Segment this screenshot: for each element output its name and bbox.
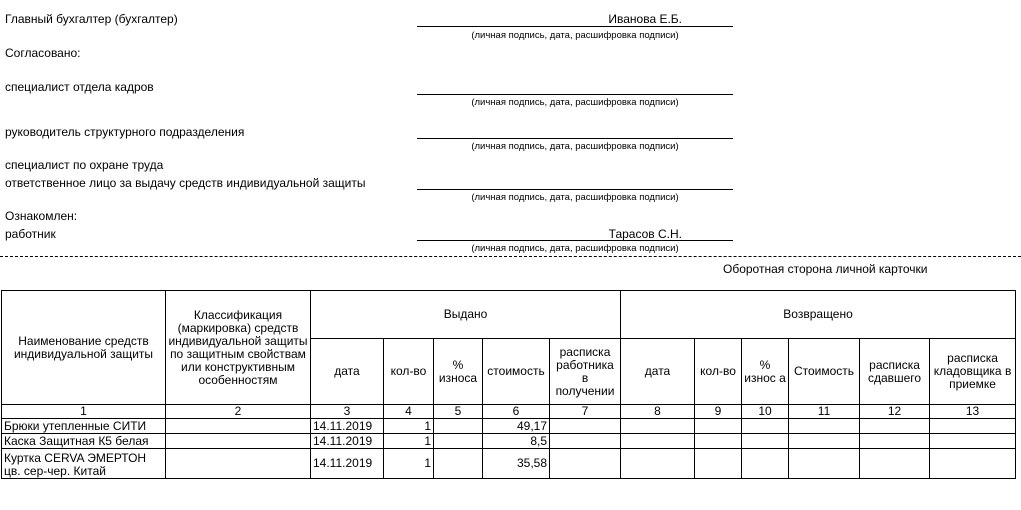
item-name: Брюки утепленные СИТИ xyxy=(2,419,166,434)
column-number: 3 xyxy=(311,405,384,419)
ppe-responsible-label: ответственное лицо за выдачу средств индивидуальной защиты xyxy=(5,176,366,190)
worker-label: работник xyxy=(5,227,56,241)
issue-qty: 1 xyxy=(384,419,434,434)
header-classification: Классификация (маркировка) средств индивидуальной защиты по защитным свойствам или конструктивным особенностям xyxy=(166,291,311,405)
issue-date: 14.11.2019 xyxy=(311,419,384,434)
column-number: 7 xyxy=(550,405,621,419)
header-issued-qty: кол-во xyxy=(384,339,434,405)
header-issued-cost: стоимость xyxy=(483,339,550,405)
column-number: 1 xyxy=(2,405,166,419)
column-number: 9 xyxy=(695,405,742,419)
cut-line xyxy=(0,256,1021,257)
column-number: 13 xyxy=(930,405,1016,419)
worker-name: Тарасов С.Н. xyxy=(608,227,682,241)
header-issued-receipt: расписка работника в получении xyxy=(550,339,621,405)
signature-line xyxy=(417,189,733,190)
header-returned-giver: расписка сдавшего xyxy=(860,339,930,405)
signature-hint: (личная подпись, дата, расшифровка подписи) xyxy=(471,243,679,254)
signature-hint: (личная подпись, дата, расшифровка подписи) xyxy=(471,97,679,108)
reverse-side-label: Оборотная сторона личной карточки xyxy=(723,262,928,276)
header-returned-cost: Стоимость xyxy=(789,339,860,405)
header-ppe-name: Наименование средств индивидуальной защиты xyxy=(2,291,166,405)
header-issued-date: дата xyxy=(311,339,384,405)
header-issued-wear: % износа xyxy=(434,339,483,405)
header-issued: Выдано xyxy=(311,291,621,339)
column-number: 6 xyxy=(483,405,550,419)
ppe-table xyxy=(1,290,1016,479)
signature-line xyxy=(417,94,733,95)
header-returned-date: дата xyxy=(621,339,695,405)
hr-specialist-label: специалист отдела кадров xyxy=(5,80,154,94)
table-row xyxy=(2,449,1016,479)
signature-hint: (личная подпись, дата, расшифровка подписи) xyxy=(471,192,679,203)
column-number: 4 xyxy=(384,405,434,419)
column-number: 2 xyxy=(166,405,311,419)
column-number: 5 xyxy=(434,405,483,419)
signature-line xyxy=(417,240,733,241)
table-row xyxy=(2,419,1016,434)
safety-specialist-label: специалист по охране труда xyxy=(5,158,164,172)
signature-line xyxy=(417,138,733,139)
signature-line xyxy=(417,26,733,27)
acquainted-label: Ознакомлен: xyxy=(5,209,78,223)
column-number: 12 xyxy=(860,405,930,419)
issue-qty: 1 xyxy=(384,434,434,449)
issue-qty: 1 xyxy=(384,449,434,479)
agreed-label: Согласовано: xyxy=(5,46,81,60)
header-returned-wear: % износ а xyxy=(742,339,789,405)
issue-cost: 35,58 xyxy=(483,449,550,479)
issue-date: 14.11.2019 xyxy=(311,434,384,449)
header-returned-keeper: расписка кладовщика в приемке xyxy=(930,339,1016,405)
column-number: 11 xyxy=(789,405,860,419)
chief-accountant-label: Главный бухгалтер (бухгалтер) xyxy=(5,12,178,26)
issue-date: 14.11.2019 xyxy=(311,449,384,479)
column-number: 8 xyxy=(621,405,695,419)
chief-accountant-name: Иванова Е.Б. xyxy=(608,12,682,26)
header-returned-qty: кол-во xyxy=(695,339,742,405)
item-name: Каска Защитная К5 белая xyxy=(2,434,166,449)
column-numbers-row xyxy=(2,405,1016,419)
signature-hint: (личная подпись, дата, расшифровка подписи) xyxy=(471,30,679,41)
header-returned: Возвращено xyxy=(621,291,1016,339)
issue-cost: 49,17 xyxy=(483,419,550,434)
item-name: Куртка CERVA ЭМЕРТОН цв. сер-чер. Китай xyxy=(2,449,166,479)
table-row xyxy=(2,434,1016,449)
signature-hint: (личная подпись, дата, расшифровка подписи) xyxy=(471,141,679,152)
issue-cost: 8,5 xyxy=(483,434,550,449)
column-number: 10 xyxy=(742,405,789,419)
department-head-label: руководитель структурного подразделения xyxy=(5,125,245,139)
